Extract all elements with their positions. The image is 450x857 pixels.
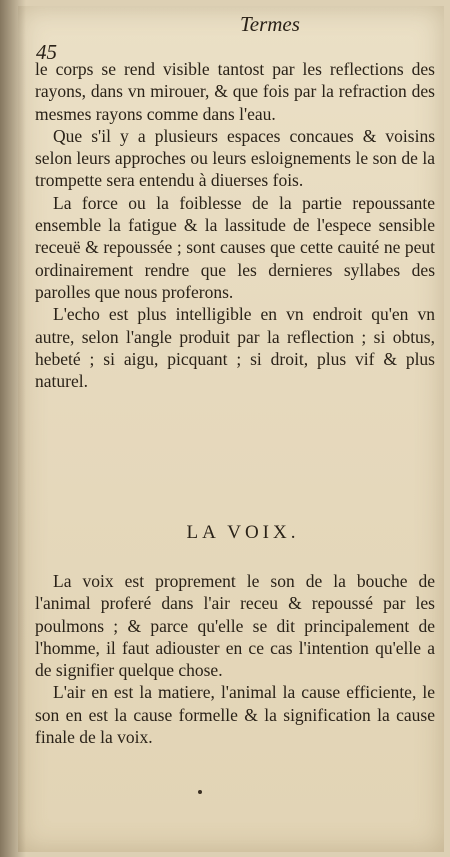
text-block-after (35, 570, 435, 748)
book-page (18, 6, 444, 852)
paragraph: La force ou la foiblesse de la partie repoussante ensemble la fatigue & la lassitude de l'espece sensible receuë & repoussée ; sont causes que cette cauité ne peut ordinairement rendre que les dernieres syllabes des parolles que nous proferons. (35, 192, 435, 302)
paragraph: Que s'il y a plusieurs espaces concaues & voisins selon leurs approches ou leurs esloignements le son de la trompette sera entendu à diuerses fois. (35, 125, 435, 191)
paragraph: La voix est proprement le son de la bouche de l'animal proferé dans l'air receu & repoussé par les poulmons ; & parce qu'elle se dit principalement de l'homme, il faut adiouster en ce cas l'intention qu'elle a de signifier quelque chose. (35, 571, 435, 681)
text-block-before (35, 58, 435, 392)
paragraph: L'echo est plus intelligible en vn endroit qu'en vn autre, selon l'angle produit par la reflection ; si obtus, hebeté ; si aigu, picquant ; si droit, plus vif & plus naturel. (35, 304, 435, 392)
page-number: 45 (36, 40, 57, 64)
paragraph: L'air en est la matiere, l'animal la cause efficiente, le son en est la cause formelle & la signification la cause finale de la voix. (35, 682, 435, 748)
gutter-shadow (0, 0, 26, 857)
running-head: Termes (240, 12, 300, 36)
paragraph: le corps se rend visible tantost par les reflections des rayons, dans vn mirouer, & que fois par la refraction des mesmes rayons comme dans l'eau. (35, 59, 435, 124)
ink-dot (198, 790, 202, 794)
section-title: LA VOIX. (186, 522, 300, 543)
